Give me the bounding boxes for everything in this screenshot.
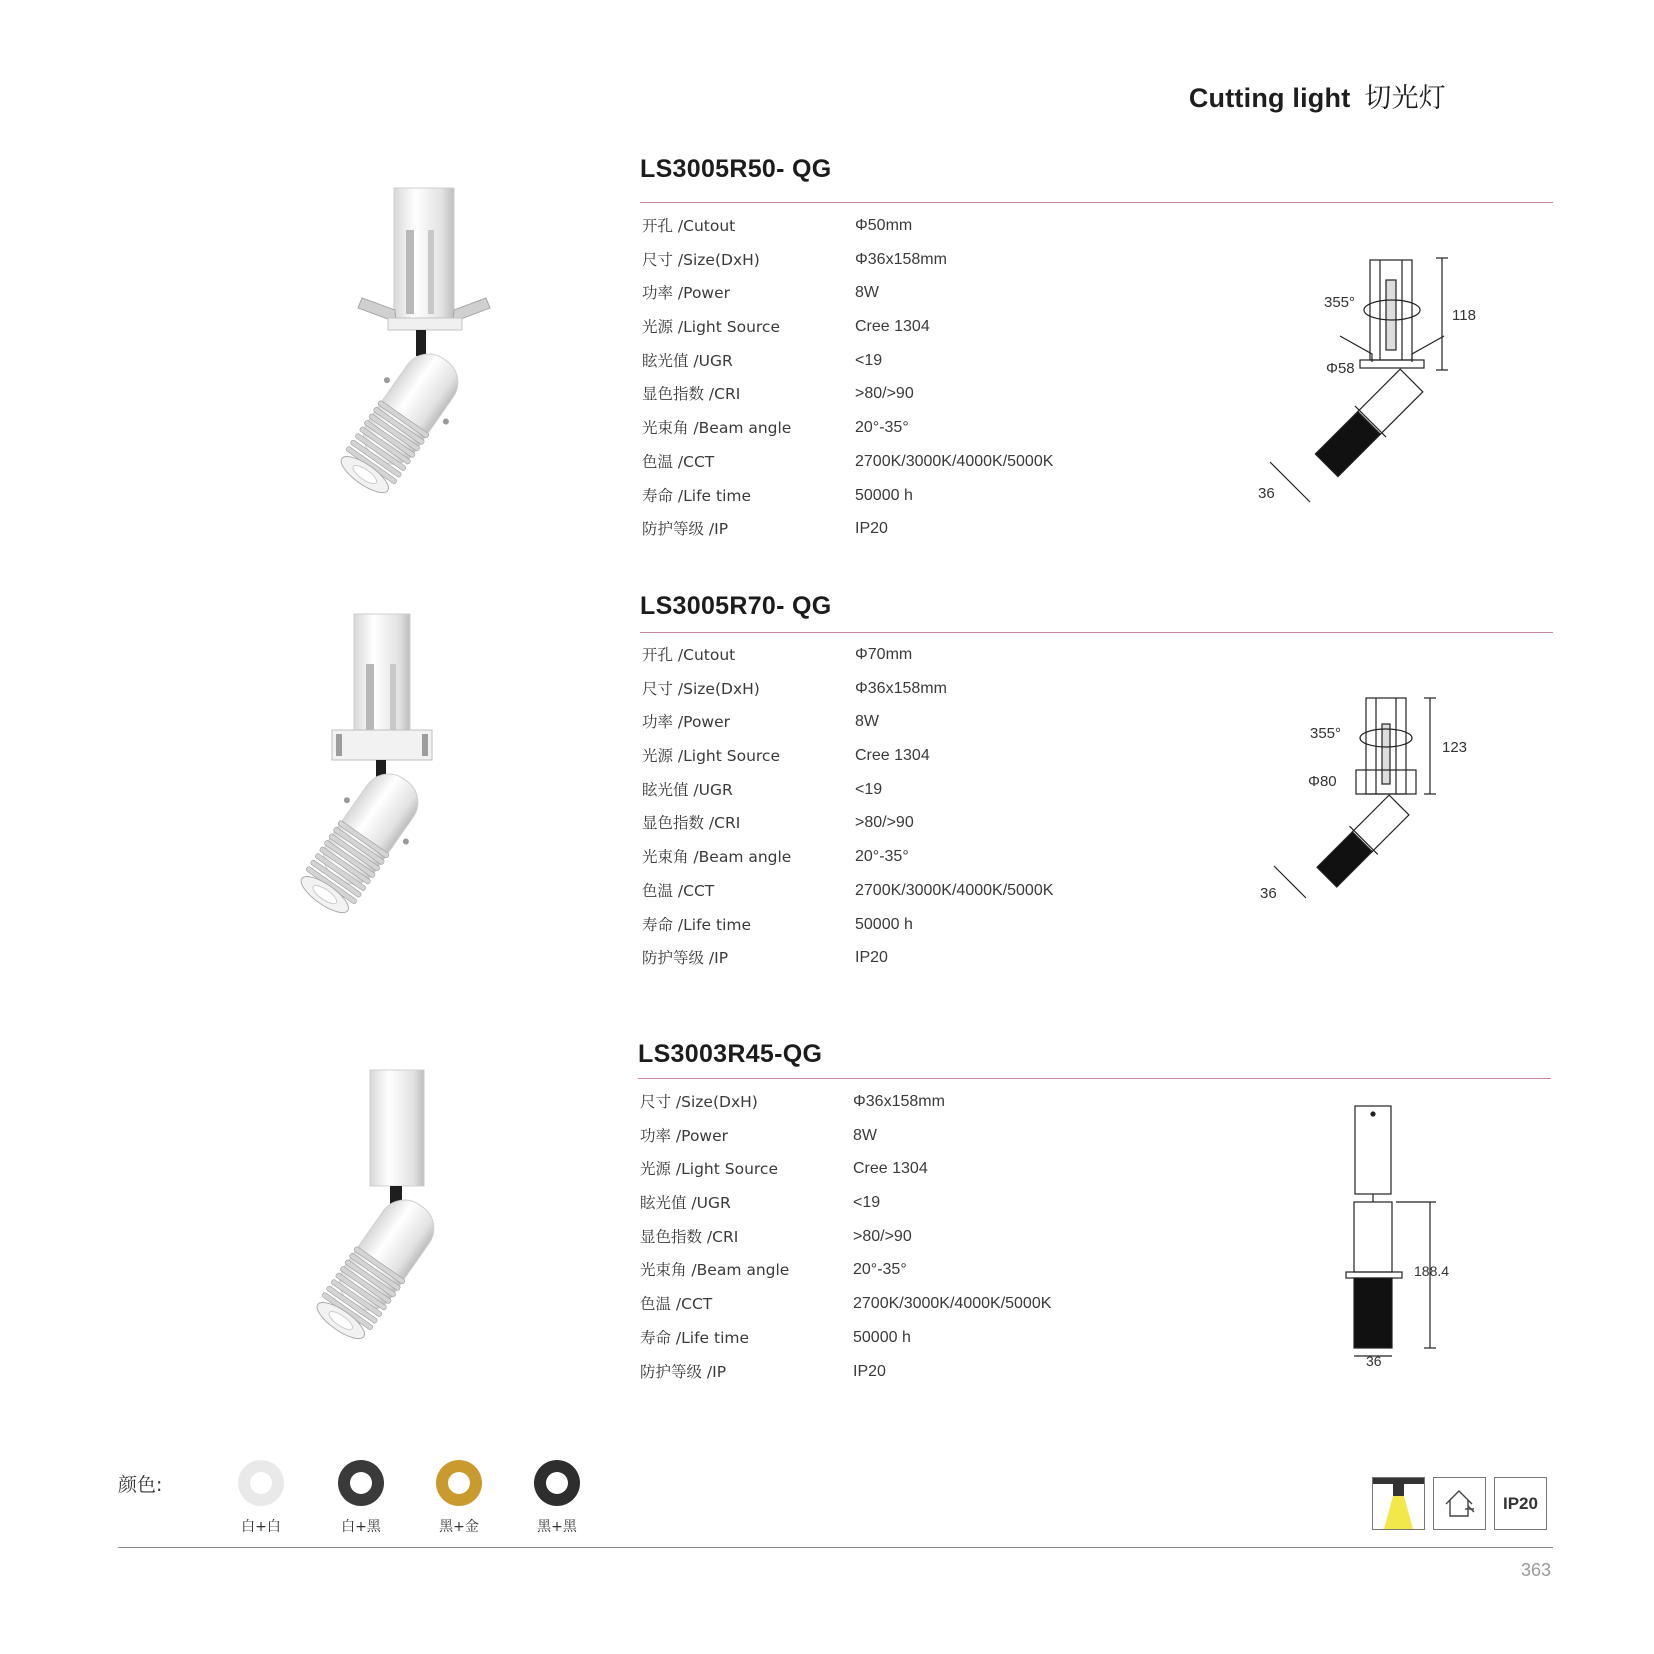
- spec-label: 光源 /Light Source: [640, 1160, 778, 1179]
- drawing-height-label: 123: [1442, 739, 1468, 756]
- color-option-black-gold: [424, 1460, 494, 1536]
- spec-label: 寿命 /Life time: [640, 1328, 750, 1347]
- spec-value: Φ36x158mm: [855, 679, 947, 697]
- spec-label: 眩光值 /UGR: [640, 1194, 731, 1213]
- spec-label: 防护等级 /IP: [642, 949, 729, 968]
- drawing-cutout-label: Φ58: [1326, 360, 1355, 377]
- spec-value: Cree 1304: [853, 1160, 928, 1178]
- spec-label: 防护等级 /IP: [642, 520, 729, 539]
- drawing-height-label: 118: [1452, 307, 1476, 324]
- spec-value: Φ70mm: [855, 646, 913, 663]
- spec-label: 色温 /CCT: [642, 452, 715, 471]
- spec-label: 光源 /Light Source: [642, 747, 780, 766]
- spec-label: 光束角 /Beam angle: [640, 1261, 790, 1280]
- color-option-black-black: [522, 1460, 592, 1536]
- spec-label: 光束角 /Beam angle: [642, 419, 792, 438]
- spec-label: 显色指数 /CRI: [642, 385, 741, 404]
- drawing-diameter-label: 36: [1258, 485, 1275, 502]
- spec-value: >80/>90: [853, 1227, 912, 1245]
- product-model: LS3003R45-QG: [638, 1040, 823, 1068]
- spec-value: IP20: [855, 949, 888, 967]
- spec-value: 2700K/3000K/4000K/5000K: [855, 452, 1054, 470]
- product-photo-ls3003r45: [260, 1060, 500, 1365]
- spec-value: Φ36x158mm: [853, 1093, 945, 1110]
- spec-label: 光束角 /Beam angle: [642, 848, 792, 867]
- spec-label: 防护等级 /IP: [640, 1362, 727, 1381]
- ceiling-spotlight-icon: [1372, 1477, 1425, 1530]
- product-photo-ls3005r50: [270, 180, 510, 515]
- page-number: 363: [1520, 1560, 1551, 1580]
- spec-label: 色温 /CCT: [642, 881, 715, 900]
- page-title: [1189, 76, 1446, 115]
- spec-value: <19: [853, 1194, 881, 1212]
- spec-label: 开孔 /Cutout: [642, 217, 736, 235]
- spec-value: 8W: [853, 1126, 877, 1144]
- spec-label: 显色指数 /CRI: [642, 814, 741, 833]
- spec-label: 光源 /Light Source: [642, 318, 780, 337]
- spec-label: 眩光值 /UGR: [642, 780, 733, 799]
- spec-label: 尺寸 /Size(DxH): [642, 679, 760, 698]
- spec-value: 50000 h: [855, 915, 913, 933]
- color-swatch: [534, 1460, 580, 1506]
- spec-value: Φ36x158mm: [855, 250, 947, 268]
- spec-value: 20°-35°: [855, 848, 909, 866]
- drawing-rotation-label: 355°: [1324, 294, 1356, 311]
- color-option-white-white: [226, 1460, 296, 1536]
- spec-label: 寿命 /Life time: [642, 915, 752, 934]
- spec-value: 50000 h: [855, 486, 913, 504]
- spec-value: <19: [855, 351, 883, 369]
- drawing-diameter-label: 36: [1260, 885, 1277, 902]
- drawing-rotation-label: 355°: [1310, 725, 1342, 742]
- technical-drawing-ls3005r50: [1240, 250, 1480, 515]
- color-option-label: 黑+金: [439, 1519, 479, 1535]
- drawing-height-label: 188.4: [1414, 1263, 1450, 1279]
- drawing-cutout-label: Φ80: [1308, 773, 1337, 790]
- ip-rating-badge: IP20: [1494, 1477, 1547, 1530]
- product-photo-ls3005r70: [250, 600, 490, 935]
- spec-value: 8W: [855, 713, 879, 731]
- technical-drawing-ls3005r70: [1250, 690, 1470, 925]
- footer-divider: [118, 1547, 1553, 1548]
- product-model: LS3005R70- QG: [640, 592, 832, 620]
- drawing-diameter-label: 36: [1366, 1353, 1382, 1369]
- spec-label: 功率 /Power: [640, 1126, 729, 1145]
- color-option-label: 白+白: [241, 1519, 281, 1535]
- section-divider: [638, 1078, 1551, 1079]
- spec-value: Cree 1304: [855, 318, 930, 336]
- color-swatch: [238, 1460, 284, 1506]
- section-divider: [640, 632, 1553, 633]
- spec-value: 8W: [855, 284, 879, 302]
- color-option-label: 白+黑: [341, 1519, 381, 1535]
- spec-value: 20°-35°: [853, 1261, 907, 1279]
- spec-label: 功率 /Power: [642, 284, 731, 303]
- color-option-label: 黑+黑: [537, 1519, 577, 1535]
- spec-value: <19: [855, 780, 883, 798]
- spec-value: 2700K/3000K/4000K/5000K: [855, 881, 1054, 899]
- spec-label: 功率 /Power: [642, 713, 731, 732]
- spec-label: 尺寸 /Size(DxH): [642, 250, 760, 269]
- page-title-cn: 切光灯: [1364, 83, 1446, 114]
- spec-value: IP20: [855, 520, 888, 538]
- colors-label: 颜色:: [118, 1474, 163, 1496]
- technical-drawing-ls3003r45: [1340, 1100, 1470, 1375]
- spec-label: 寿命 /Life time: [642, 486, 752, 505]
- indoor-house-icon: [1433, 1477, 1486, 1530]
- spec-value: 20°-35°: [855, 419, 909, 437]
- spec-label: 显色指数 /CRI: [640, 1227, 739, 1246]
- product-model: LS3005R50- QG: [640, 155, 832, 183]
- spec-label: 眩光值 /UGR: [642, 351, 733, 370]
- spec-value: >80/>90: [855, 385, 914, 403]
- spec-value: 2700K/3000K/4000K/5000K: [853, 1295, 1052, 1313]
- spec-label: 尺寸 /Size(DxH): [640, 1093, 758, 1111]
- spec-value: Φ50mm: [855, 217, 913, 234]
- section-divider: [640, 202, 1553, 203]
- spec-label: 色温 /CCT: [640, 1295, 713, 1314]
- spec-value: 50000 h: [853, 1328, 911, 1346]
- color-swatch: [338, 1460, 384, 1506]
- spec-label: 开孔 /Cutout: [642, 646, 736, 664]
- spec-value: Cree 1304: [855, 747, 930, 765]
- spec-value: >80/>90: [855, 814, 914, 832]
- color-option-white-black: [326, 1460, 396, 1536]
- page-title-en: Cutting light: [1188, 83, 1351, 113]
- color-swatch: [436, 1460, 482, 1506]
- spec-value: IP20: [853, 1362, 886, 1380]
